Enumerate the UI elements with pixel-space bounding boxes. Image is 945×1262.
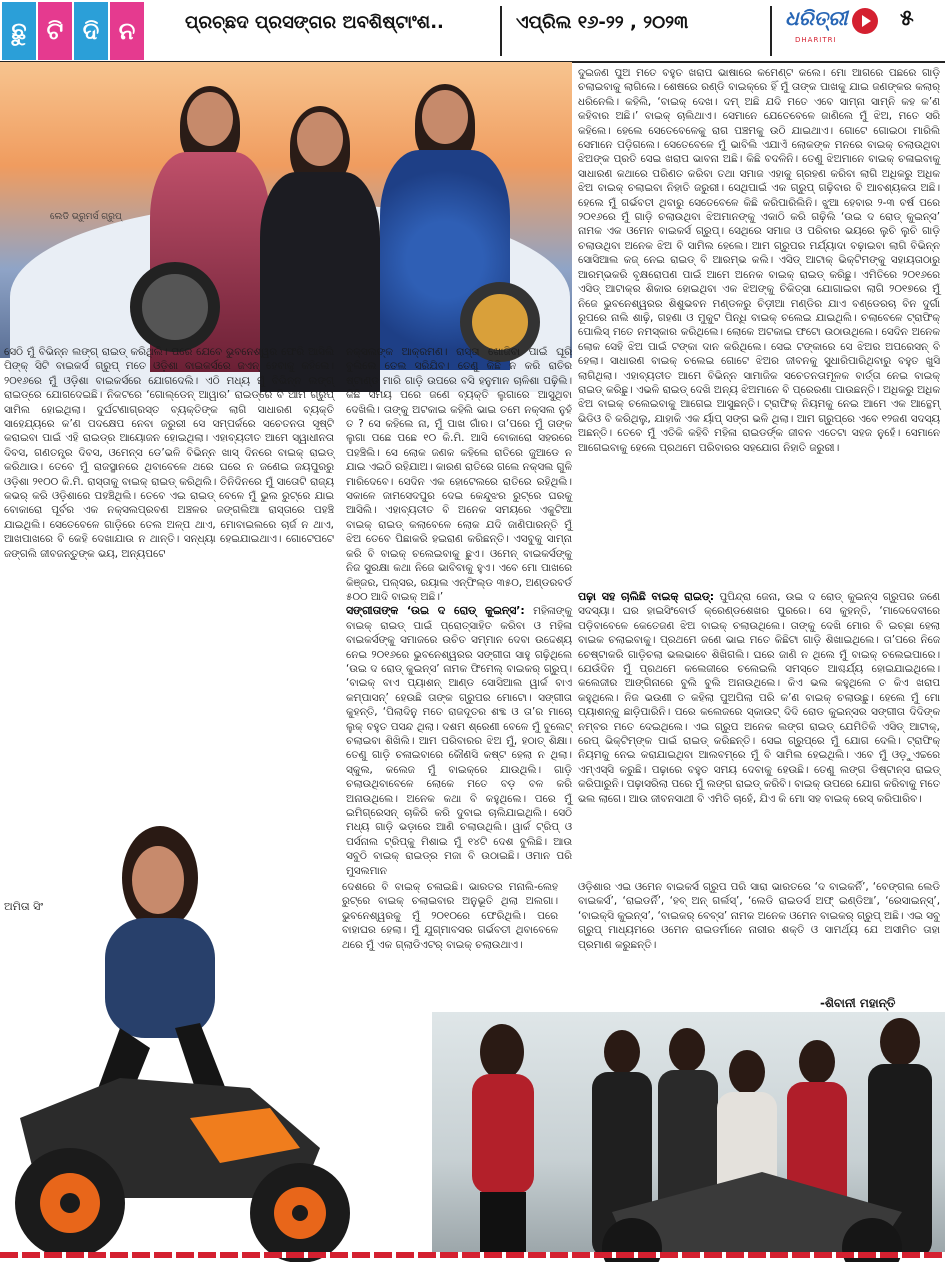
brand-tile: ଛୁ (2, 2, 36, 60)
article-paragraph: ପୁପିନ୍ଦ୍ରା ଜେନା, ଉଇ ଦ ରୋଡ୍ କୁଇନ୍ସ ଗ୍ରୁପର ଜଣେ ସଦସ୍ୟା। ଘର ହାଇସିଂବୋର୍ଡ କ୍ରେଣ୍ଡଶେଖର ପୁରରେ। ସେ କୁହନ୍ତି, ‘ମାଦେଦେବୀରେ ପଡ଼ିବାବେଳେ କେତେଜଣ ଝିଅ ବାଇକ୍ ଚଲାଉଥିଲେ। ତାଙ୍କୁ ଦେଖି ମୋର ବି ଇଚ୍ଛା ହେଲା ବାଇକ ଚଲାଇବାକୁ। ପ୍ରଥମେ ଜଣେ ଭାଇ ମତେ କିଛିଟା ଗାଡ଼ି ଶିଖାଇଥିଲେ। ତା’ପରେ ନିଜେ ଚେଷ୍ଟାକରି ଗାଡ଼ିଚଲା ଭଲଭାବେ ଶିଖିଗଲି। ଘରେ ଜାଣି ନ ଥିଲେ ମୁଁ ବାଇକ୍ ଚଲେଇପାରେ। ଯେଉଁଦିନ ମୁଁ ପ୍ରଥମେ କଲେଜୀରେ ଚଲେଇଲି ସମସ୍ତେ ଆଶ୍ଚର୍ଯ୍ୟ ହୋଇଯାଇଥିଲେ। କଲେଜୀର ଆଙ୍ଗିନାରେ ବୁଲି ବୁଲି ଅନାଉଥିଲେ। କିଏ ଭଲ କହୁଥିଲେ ତ କିଏ ଖରାପ କହୁଥିଲେ। ନିଜ ଭଉଣୀ ତ କହିଲା ପୁଅପିଲା ପରି କ’ଣ ବାଇକ୍ ଚଲାଉଛୁ। ହେଲେ ମୁଁ ମୋ ପ୍ୟାଶନ୍କୁ ଛାଡ଼ିପାରିନି। ପରେ କଲେଜରେ ସ୍କାଉଟ୍ ଦିଦି ରୋଡ କୁଇନ୍ସର ସଙ୍ଗୀତା ଦିଦିଙ୍କ ନମ୍ବର ମତେ ଦେଇଥିଲେ। ଏଇ ଗ୍ରୁପ ଅନେକ ଲଙ୍ଗ ରାଇଡ୍ ଯେମିତିକି ଏସିଡ୍ ଆଟାକ୍, ରେପ୍ ଭିକ୍ଟିମ୍ଙ୍କ ପାଇଁ ରାଇଡ୍ କରିଛନ୍ତି। ସେଇ ଗ୍ରୁପ୍ରେ ମୁଁ ଯୋଗ ଦେଲି। ଟ୍ରାଫିକ୍ ନିୟମକୁ ନେଇ କରାଯାଇଥିବା ଆଲବମ୍ରେ ମୁଁ ବି ସାମିଲ ହେଇଥିଲି। ଏବେ ମୁଁ ଓଡ଼ୁଏଚ୍ଚରେ ଏମ୍ଏସ୍ସି କରୁଛି। ପଢ଼ାରେ ବହୁତ ସମୟ ଦେବାକୁ ହେଉଛି। ତେଣୁ ଲଙ୍ଗ ଡିଷ୍ଟାନ୍ସ ରାଇଡ୍ କରିପାରୁନି। ପଢ଼ାସରିଲା ପରେ ମୁଁ ଲଙ୍ଗ ରାଇଡ୍ କରିବି। ବାଇକ୍ ଉପରେ ଯୋଗ କରିବାକୁ ମତେ ଭଲ ଲାଗେ। ଆଉ ଜୀବନସାଥୀ ବି ଏମିତି ଚାହେଁ, ଯିଏ କି ମୋ ସହ ବାଇକ୍ ରେସ୍ କରିପାରିବ। (578, 591, 940, 805)
article-subheading: ସଙ୍ଗୀତାଙ୍କ ‘ଉଇ ଦ ରୋଡ୍ କୁଇନ୍ସ’: (346, 604, 525, 618)
photo-caption: ଅମିତା ସିଂ (4, 900, 44, 913)
amita-bike-photo (0, 818, 336, 1258)
header-divider (500, 6, 502, 56)
group-bikers-photo (432, 1012, 945, 1258)
article-paragraph: ନକ୍ସଲଙ୍କ ଆକ୍ରମଣ। ରାସ୍ତା ଖୋଜିବା ପାଇଁ ଘୂରି ବୁଲିଲେ ତେଲ ସରିଯିବ। ତେଣୁ କିଛି ନ କରି ରାତିର ଷ୍ଟାଣ୍ଡ ମାରି ଗାଡ଼ି ଉପରେ ବସି ହନୁମାନ ଚାଳିଶା ପଢ଼ିଲି। କିଛି ସମୟ ପରେ ଜଣେ ବ୍ୟକ୍ତି ଲୁଗାରେ ଆସୁଥିବା ଦେଖିଲି। ତାଙ୍କୁ ଅଟକାଇ କହିଲି ଭାଇ ତମେ ନକ୍ସଲ ନୁହଁ ତ ? ସେ କହିଲେ ନା, ମୁଁ ପାଖ ଗାଁର। ତା’ପରେ ମୁଁ ତାଙ୍କ ଲୁଗା ପଛେ ପଛେ ୧୦ କି.ମି. ଆସି ବୋକାରୋ ସହରରେ ପହଞ୍ଚିଲି। ସେ ଲୋକ ଜଣକ କହିଲେ ରାତିରେ ଜୁଆଡେ ନ ଯାଇ ଏଇଠି ରହିଯାଅ। କାରଣ ରାତିରେ ଗଲେ ନକ୍ସଲ ଗୁଳି ମାରିଦେବେ। ସେଦିନ ଏକ ହୋଟେଲରେ ରାତିରେ ରହିଥିଲି। ସକାଳେ ଜାମସେଦପୁର ଦେଇ କେନ୍ଦୁଝର ରୁଟ୍ରେ ଘରକୁ ଆସିଲି। ଏହାବ୍ୟତୀତ ବି ଅନେକ ସମୟରେ ଏକୁଟିଆ ବାଇକ୍ ରାଇଡ୍ କଲାବେଳେ ଲୋକ ଯଦି ଜାଣିପାରନ୍ତି ମୁଁ ଝିଅ ତେବେ ପିଛାକରି ହଇରାଣ କରିଛନ୍ତି। ଏସବୁକୁ ସାମ୍ନା କରି ବି ବାଇକ୍ ଚଲେଇବାକୁ ଛୁଏ। ଓମେନ୍ ବାଇକର୍ସଙ୍କୁ ନିଜ ସୁରକ୍ଷା କଥା ନିଜେ ଭାବିବାକୁ ହୁଏ। ଏବେ ମୋ ପାଖରେ କିଞ୍ଜର, ପଲ୍ସର, ରୟାଲ ଏନ୍ଫିଲ୍ଡ ୩୫୦, ଅଣ୍ଡରବର୍ଡ ୫୦୦ ଆଦି ବାଇକ୍ ଅଛି।’ (346, 346, 572, 603)
page-headline: ପ୍ରଚ୍ଛଦ ପ୍ରସଙ୍ଗର ଅବଶିଷ୍ଟାଂଶ.. (185, 12, 444, 33)
article-column (342, 880, 558, 1010)
play-icon (852, 8, 878, 34)
header-divider (770, 6, 772, 56)
rider-face (187, 92, 233, 146)
article-subheading: ପଢ଼ା ସହ ଚାଲିଛି ବାଇକ୍ ରାଇଡ୍: (578, 590, 715, 603)
brand-tile: ନ (110, 2, 144, 60)
rider-face (297, 112, 343, 166)
riders-group-photo (0, 62, 572, 358)
issue-date: ଏପ୍ରିଲ ୧୬-୨୨ , ୨୦୨୩ (516, 12, 689, 33)
page-header (0, 0, 945, 62)
article-byline: -ଶିବାନୀ ମହାନ୍ତି (820, 996, 896, 1010)
article-column (346, 345, 572, 877)
article-column (578, 66, 940, 586)
footer-rule (0, 1252, 945, 1258)
photo-caption: ଲେଡି ଭ୍ରୁମର୍ସ ଗ୍ରୁପ୍ (50, 212, 122, 222)
page-number: ୫ (900, 6, 914, 31)
section-brand (2, 2, 144, 60)
article-column (578, 590, 940, 890)
article-paragraph: ମହିଳାଙ୍କୁ ବାଇକ୍ ରାଇଡ୍ ପାଇଁ ପ୍ରୋତ୍ସାହିତ କରିବା ଓ ମହିଳା ବାଇକର୍ସଙ୍କୁ ସମାଜରେ ଉଚିତ ସମ୍ମାନ ଦେବା ଉଦ୍ଦେଶ୍ୟ ନେଇ ୨୦୧୬ରେ ଭୁବନେଶ୍ୱରର ସଙ୍ଗୀତା ସାହୁ ଗଢ଼ିଥିଲେ ‘ଉଇ ଦ ରୋଡ୍ କୁଇନ୍ସ’ ନାମକ ଫିମେଲ୍ ବାଇକର୍ ଗ୍ରୁପ୍। ‘ବାଇକ୍ ବାଏ ପ୍ୟାଶନ୍ ଆଣ୍ଡ ସୋସିଆଲ ୱାର୍କ ବାଏ କମ୍ପାସନ୍’ ହେଉଛି ତାଙ୍କ ଗ୍ରୁପର ମୋଟୋ। ସଙ୍ଗୀତା କୁହନ୍ତି, ‘ପିଲାଦିନୁ ମତେ ରାଜଦୂତର ଶବ୍ଦ ଓ ତା’ର ମାଚୋ ଲୁକ୍ ବହୁତ ପସନ୍ଦ ଥିଲା। ଦଶମ ଶ୍ରେଣୀ ବେଳେ ମୁଁ ବୁଲେଟ୍ ଚଲାଇବା ଶିଖିଲି। ଆମ ପରିବାରର ଝିଅ ମୁଁ, ହଠାତ୍ ଶିକ୍ଷା। ତେଣୁ ଗାଡ଼ି ଚଳାଇବାରେ କୌଣସି କଷ୍ଟ ହେଲା ନ ଥିଲା। ସ୍କୁଲ, କଲେଜ ମୁଁ ବାଇକ୍ରେ ଯାଉଥିଲି। ଗାଡ଼ି ଚଲାଉଥିବାବେଳେ ଲୋକେ ମତେ ବଡ଼ ବଳ କରି ଅନାଉଥିଲେ। ଅନେକ କଥା ବି କହୁଥିଲେ। ପରେ ମୁଁ ଇମିଗ୍ରେସନ୍ ଚାକିରି କରି ଦୁବାଇ ଚାଲିଯାଇଥିଲି। ସେଠି ମଧ୍ୟ ଗାଡ଼ି ଭଡ଼ାରେ ଆଣି ଚଲାଉଥିଲି। ୱାର୍କ ଟ୍ରିପ୍ ଓ ପର୍ସନାଲ ଟ୍ରିପ୍କୁ ମିଶାଇ ମୁଁ ୧୪ଟି ଦେଶ ବୁଲିଛି। ଆଉ ସବୁଠି ବାଇକ୍ ରାଇଡ୍ର ମଜା ବି ଉଠାଇଛି। ଓମାନ ପରି ମୁସଲମାନ (346, 605, 572, 877)
article-paragraph: ଦୁଇଜଣ ପୁଅ ମତେ ବହୁତ ଖରାପ ଭାଷାରେ କମେଣ୍ଟ କଲେ। ମୋ ଆଗରେ ପଛରେ ଗାଡ଼ି ଚଲାଇବାକୁ ଲାଗିଲେ। ଶେଷରେ ରଣ୍ଡି ବାଇକ୍ରେ ହିଁ ମୁଁ ତାଙ୍କ ପାଖକୁ ଯାଇ ଜଣଙ୍କର କଲାର୍ ଧରିନେଲି। କହିଲି, ‘ବାଇକ୍ ଦେଖ। ଦମ୍ ଅଛି ଯଦି ମତେ ଏବେ ସାମ୍ନା ସାମ୍ନି କହ କ’ଣ କହିବାର ଅଛି।’ ବାଇକ୍ ଚାଲିଥାଏ। ସେମାନେ ଯେତେବେଳେ ଜାଣିଲେ ମୁଁ ଝିଅ, ମତେ ସରି କହିଲେ। ହେଲେ ସେତେବେଳେକୁ ରାଗ ପଞ୍ଚମକୁ ଉଠି ଯାଇଥାଏ। ଗୋଟେ ଗୋଇଠା ମାରିଲି ସେମାନେ ପଡ଼ିଗଲେ। ସେତେବେଳେ ମୁଁ ଭାବିଲି ଏଯାଏଁ ଲୋକଙ୍କ ମନରେ ବାଇକ୍ ଚଲାଉଥିବା ଝିଅଙ୍କ ପ୍ରତି ସେଇ ଖରାପ ଭାବନା ଅଛି। କିଛି ବଦଳିନି। ତେଣୁ ଝିଅମାନେ ବାଇକ୍ ଚଳାଇବାକୁ ସାଧାରଣ କଥାରେ ପରିଣତ କରିବା ତଥା ସମାଜ ଏହାକୁ ଗ୍ରହଣ କରିବା ଲାଗି ଅଧିକରୁ ଅଧିକ ଝିଅ ବାଇକ୍ ଚଲାଇବା ନିହାତି ଜରୁରୀ। ସେଥିପାଇଁ ଏକ ଗ୍ରୁପ୍ ଗଢ଼ିବାର ବି ଆବଶ୍ୟକତା ଅଛି। ହେଲେ ମୁଁ ଗର୍ଭବତୀ ଥିବାରୁ ସେତେବେଳେ କିଛି କରିପାରିଲିନି। ଝୁଆ ହେବାର ୨-୩ ବର୍ଷ ପରେ ୨୦୧୬ରେ ମୁଁ ଗାଡ଼ି ଚଲାଉଥିବା ଝିଅମାନଙ୍କୁ ଏକାଠି କରି ଗଢ଼ିଲି ‘ଉଇ ଦ ରୋଡ୍ କୁଇନ୍ସ’ ନାମକ ଏକ ଓମେନ ବାଇକର୍ସ ଗ୍ରୁପ୍। ସେଥିରେ ସମାଜ ଓ ପରିବାର ଭୟରେ ଲୁଚି ଲୁଚି ଗାଡ଼ି ଚଲାଉଥିବା ଅନେକ ଝିଅ ବି ସାମିଲ ହେଲେ। ଆମ ଗ୍ରୁପର ମର୍ଯ୍ୟାଦା ବଢ଼ାଇବା ଲାଗି ବିଭିନ୍ନ ସୋସିଆଲ କଜ୍ ନେଇ ରାଇଡ୍ ବି ଆରମ୍ଭ କଲି। ଏସିଡ୍ ଆଟାକ୍ ଭିକ୍ଟିମଙ୍କୁ ସହାୟତାଠାରୁ ଆରମ୍ଭକରି ବୃକ୍ଷରୋପଣ ପାଇଁ ଆମେ ଅନେକ ବାଇକ୍ ରାଇଡ୍ କରିଛୁ। ଏମିତିରେ ୨୦୧୬ରେ ଏସିଡ୍ ଆଟାକ୍ର ଶିକାର ହୋଇଥିବା ଏକ ଝିଅଙ୍କୁ ଚିକିତ୍ସା ଯୋଗାଇବା ଲାଗି ୨୦୧୭ରେ ମୁଁ ନିଜେ ଭୁବନେଶ୍ୱରର ଶିଶୁଭବନ ମଣ୍ଡଳରୁ ଚିଡ଼ୀଆ ମଣ୍ଡିର ଯାଏ ବଣ୍ଡେରଚା ବିନ ଦୁର୍ଗା ରୂପରେ ନାଲି ଶାଢ଼ି, ଗହଣା ଓ ମୁକୁଟ ପିନ୍ଧି ବାଇକ୍ ଚଲେଇ ଯାଇଥିଲି। ଚଲାବେଳେ ଟ୍ରାଫିକ୍ ପୋଲିସ୍ ମତେ ନମସ୍କାର କରିଥିଲେ। ଲୋକେ ଅଟକାଇ ଫଟୋ ଉଠାଉଥିଲେ। ସେଦିନ ଅନେକ ଲୋକ ସେହି ଝିଅ ପାଇଁ ଟଙ୍କା ଦାନ କରିଥିଲେ। ସେଇ ଟଙ୍କାରେ ସେ ଝିଅର ଅପରେସନ୍ ବି ହେଲା। ସାଧାରଣ ବାଇକ୍ ଚଲେଇ ଗୋଟେ ଝିଅର ଜୀବନକୁ ସୁଧାରିପାରିଥିବାରୁ ବହୁତ ଖୁସି ଲାଗିଥିଲା। ଏହାବ୍ୟତୀତ ଆମେ ବିଭିନ୍ନ ସାମାଜିକ ସଚେତନତାମୂଳକ ବାର୍ତ୍ତା ନେଇ ବାଇକ୍ ରାଇଡ୍ କରିଛୁ। ଏଭଳି ରାଇଡ୍ ଦେଖି ଅନ୍ୟ ଝିଅମାନେ ବି ପ୍ରେରଣା ପାଉଛନ୍ତି। ଅଧିକରୁ ଅଧିକ ଝିଅ ବାଇକ୍ ଚଲେଇବାକୁ ଆଗେଇ ଆସୁଛନ୍ତି। ଟ୍ରାଫିକ୍ ନିୟମକୁ ନେଇ ଆମେ ଏକ ଆନ୍ଥେମ୍ ଭିଡିଓ ବି କରିଥିଲୁ, ଯାହାକି ଏକ ର୍ୟାପ୍ ସଙ୍ଗ ଭଳି ଥିଲା। ଆମ ଗ୍ରୁପ୍ରେ ଏବେ ୧୨ଜଣ ସଦସ୍ୟ ଅଛନ୍ତି। ତେବେ ମୁଁ ଏତିକି କହିବି ମହିଳା ରାଇଡର୍ଙ୍କ ଜୀବନ ଏତେଟା ସହଜ ନୁହେଁ। ସେମାନେ ଆଗେଇବାକୁ ହେଲେ ପ୍ରଥମେ ପରିବାରର ସହଯୋଗ ନିହାତି ଜରୁରୀ। (578, 67, 940, 454)
rider-on-bike-illustration (0, 818, 336, 1258)
brand-tile: ଟି (38, 2, 72, 60)
newspaper-logo: ଧରିତ୍ରୀ (785, 6, 848, 30)
group-illustration (432, 1012, 945, 1258)
article-column (578, 880, 940, 975)
article-paragraph: ଓଡ଼ିଶାର ଏଇ ଓମେନ ବାଇକର୍ସ ଗ୍ରୁପ ପରି ସାରା ଭାରତରେ ‘ଦ ବାଇକର୍ନି’, ‘ବେଙ୍ଗଲ ଲେଡି ବାଇକର୍ସ’, ‘ରାଇଡର୍ନି’, ‘ହବ୍ ଅନ୍ ଗର୍ଲସ୍’, ‘ଲେଡି ରାଇଡର୍ସ ଅଫ୍ ଇଣ୍ଡିଆ’, ‘ରେସାଇନ୍ସ୍’, ‘ବାଇକ୍ସି କୁଇନ୍ସ’, ‘ବାଇକର୍ ବେବ୍ସ’ ନାମକ ଅନେକ ଓମେନ ବାଇକର୍ ଗ୍ରୁପ୍ ଅଛି। ଏଇ ସବୁ ଗ୍ରୁପ୍ ମାଧ୍ୟମରେ ଓମେନ ରାଇଡର୍ମାନେ ନାରୀର ଶକ୍ତି ଓ ସାମର୍ଥ୍ୟ ଯେ ଅସୀମିତ ତାହା ପ୍ରମାଣ କରୁଛନ୍ତି। (578, 881, 940, 951)
article-column (4, 345, 334, 805)
brand-tile: ଦି (74, 2, 108, 60)
newspaper-logo-sub: DHARITRI (795, 36, 837, 44)
rider-face (422, 90, 468, 144)
bike-wheel (130, 262, 220, 352)
article-paragraph: ସେଠି ମୁଁ ବିଭିନ୍ନ ଲଙ୍ଗ୍ ରାଇଡ୍ କରିଥିଲି। ପରେ ଯେବେ ଭୁବନେଶ୍ୱର ଫେରି ଆସିଲି ପିଙ୍କ୍ ସିଟି ବାଇକର୍ସ ଗ୍ରୁପ୍ ମତେ ଓଡ଼ିଶା ବାଇକର୍ସରେ ଜଏନ୍ ହେବାକୁ କହିଲେ। ୨୦୧୬ରେ ମୁଁ ଓଡ଼ିଶା ବାଇକର୍ସରେ ଯୋଗଦେଲି। ଏଠି ମଧ୍ୟ ମୁଁ ବିଭିନ୍ନ ଲଙ୍ଗ୍ ରାଇଡ୍ରେ ଯୋଗଦେଇଛି। ନିକଟରେ ‘ଗୋଲ୍ଡେନ୍ ଆୱାର’ ରାଇଡ୍ରେ ବି ଆମ ଗ୍ରୁପ୍ ସାମିଲ ହୋଇଥିଲା। ଦୁର୍ଘଟଣାଗ୍ରସ୍ତ ବ୍ୟକ୍ତିଙ୍କ ଲାଗି ସାଧାରଣ ବ୍ୟକ୍ତି ସାହେଯ୍ୟରେ କ’ଣ ପଦକ୍ଷେପ ନେବା ଜରୁରୀ ସେ ସମ୍ପର୍କରେ ସଚେତନତା ସୃଷ୍ଟି କରାଇବା ପାଇଁ ଏହି ରାଇଡ୍ର ଆୟୋଜନ ହୋଇଥିଲା। ଏହାବ୍ୟତୀତ ଆମେ ସ୍ୱାଧୀନତା ଦିବସ, ଗଣତନ୍ତ୍ର ଦିବସ, ଓମେନ୍ସ ଡେ’ଭଳି ବିଭିନ୍ନ ଖାସ୍ ଦିନରେ ବାଇକ୍ ରାଇଡ୍ କରିଥାଉ। ତେବେ ମୁଁ ରାଜସ୍ଥାନରେ ଥିବାବେଳେ ଥରେ ଘରେ ନ ଜଣେଇ ଜୟପୁରରୁ ଓଡ଼ିଶା ୨୧୦୦ କି.ମି. ରାସ୍ତାକୁ ବାଇକ୍ ରାଇଡ୍ କରିଥିଲି। ତିନିଦିନରେ ମୁଁ ସାତୋଟି ରାଜ୍ୟ କଭର୍ କରି ଓଡ଼ିଶାରେ ପହଞ୍ଚିଥିଲି। ତେବେ ଏଇ ରାଇଡ୍ ବେଳେ ମୁଁ ଭୁଲ ରୁଟ୍ରେ ଯାଇ ବୋକାରୋ ପୂର୍ବର ଏକ ନକ୍ସଲପ୍ରବଣ ଅଞ୍ଚଳର ଜଙ୍ଗଲିଆ ରାସ୍ତାରେ ପହଞ୍ଚି ଯାଇଥିଲି। ସେତେବେଳେ ଗାଡ଼ିରେ ତେଲ ଅଳ୍ପ ଥାଏ, ମୋବାଇଲରେ ଚାର୍ଜ ନ ଥାଏ, ଆଖପାଖରେ ବି କେହି ଦେଖାଯାଉ ନ ଥାନ୍ତି। ସନ୍ଧ୍ୟା ହେଇଯାଇଥାଏ। ଗୋଟେପଟେ ଜଙ୍ଗଲି ଜୀବଜନ୍ତୁଙ୍କ ଭୟ, ଅନ୍ୟପଟେ (4, 346, 334, 560)
article-paragraph: ଦେଶରେ ବି ବାଇକ୍ ଚଳାଇଛି। ଭାରତର ମନାଲି-ଲେହ ରୁଟ୍ରେ ବାଇକ୍ ଚଲାଇବାର ଅନୁଭୂତି ଥିଲା ଅଲଗା। ଭୁବନେଶ୍ୱରକୁ ମୁଁ ୨୦୧୦ରେ ଫେରିଥିଲି। ପରେ ବାହାଘର ହେଲା। ମୁଁ ଯୁଗ୍ମାବସର ଗର୍ଭବତୀ ଥିବାବେଳେ ଥରେ ମୁଁ ଏକ ଗ୍ଲାଡିଏଟର୍ ବାଇକ୍ ଚଲାଉଥାଏ। (342, 881, 558, 951)
